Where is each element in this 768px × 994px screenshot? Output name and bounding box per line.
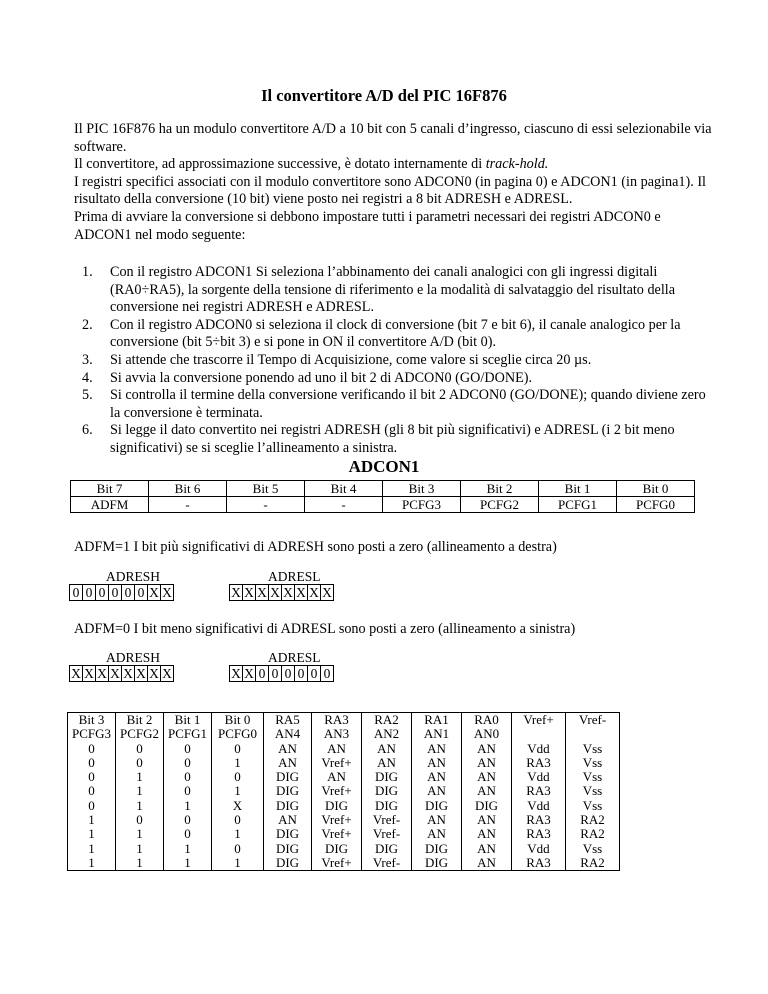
- bit-cell: X: [71, 665, 81, 681]
- bit-cell: X: [244, 665, 254, 681]
- cell-value: AN: [477, 826, 496, 842]
- cell-value: 0: [88, 797, 95, 813]
- bit-cell: 0: [135, 585, 148, 601]
- bit-cell: 0: [122, 585, 135, 601]
- cell-value: Vss: [582, 754, 603, 770]
- adcon1-bit-name-row: [71, 497, 695, 513]
- bit-cell: X: [231, 665, 241, 681]
- cell-value: DIG: [275, 840, 300, 856]
- cell-value: Vref+: [321, 783, 352, 799]
- cell-value: AN: [477, 854, 496, 870]
- bit-cell: X: [162, 665, 172, 681]
- bit-cell: X: [136, 665, 146, 681]
- cell-value: 1: [136, 840, 143, 856]
- cell-value: Vss: [582, 797, 603, 813]
- cell-value: 0: [88, 769, 95, 785]
- bit-cell: X: [110, 665, 120, 681]
- cell-value: 0: [136, 740, 143, 756]
- step-number: 1.: [82, 264, 93, 280]
- cell-value: DIG: [275, 854, 300, 870]
- pcfg-column: [68, 713, 116, 871]
- adfm0-note: ADFM=0 I bit meno significativi di ADRESL sono posti a zero (allineamento a sinistra): [74, 621, 576, 637]
- cell-value: 0: [234, 812, 241, 828]
- adcon1-register-table: [70, 480, 695, 513]
- cell-value: AN: [427, 812, 446, 828]
- step-text: Si legge il dato convertito nei registri ADRESH (gli 8 bit più significativi) e ADRESL (i 2 bit meno significativi) se si sceglie l’allineamento a sinistra.: [110, 422, 675, 456]
- pcfg-column: [412, 713, 462, 871]
- bit-cell: X: [162, 584, 172, 600]
- pcfg-column: [462, 713, 512, 871]
- step-item: [74, 387, 714, 422]
- cell-value: DIG: [374, 783, 399, 799]
- cell-value: AN: [477, 754, 496, 770]
- bit-cell: X: [123, 665, 133, 681]
- bit-cell: 0: [83, 585, 96, 601]
- pcfg-config-table: [67, 712, 620, 871]
- cell-value: 1: [234, 826, 241, 842]
- step-text: Con il registro ADCON1 Si seleziona l’abbinamento dei canali analogici con gli ingressi digitali (RA0÷RA5), la sorgente della tensione di riferimento e la modalità di salvataggio del risultato della conversione nei registri ADRESH e ADRESL.: [110, 264, 676, 316]
- cell-value: Vref-: [372, 812, 401, 828]
- header-line: RA1: [424, 712, 449, 727]
- bit-cell: 0: [256, 666, 269, 682]
- step-item: [74, 352, 714, 370]
- bit-cell: X: [244, 584, 254, 600]
- pcfg-column: [212, 713, 264, 871]
- cell-value: 1: [234, 854, 241, 870]
- intro-text: [74, 121, 714, 244]
- header-line: RA5: [275, 712, 300, 727]
- cell-value: Vdd: [527, 769, 550, 785]
- bit-cell: X: [257, 584, 267, 600]
- cell-value: Vdd: [527, 740, 550, 756]
- header-line: AN3: [323, 726, 350, 742]
- pcfg-column: [312, 713, 362, 871]
- header-line: Bit 3: [78, 712, 105, 727]
- pcfg-column: [362, 713, 412, 871]
- bit-name-cell: -: [305, 497, 383, 513]
- cell-value: X: [232, 797, 243, 813]
- cell-value: AN: [377, 740, 396, 756]
- cell-value: DIG: [424, 840, 449, 856]
- bit-cell: 0: [295, 666, 308, 682]
- cell-value: 1: [88, 812, 95, 828]
- cell-value: RA2: [580, 826, 605, 842]
- cell-value: AN: [477, 783, 496, 799]
- header-line: AN4: [274, 726, 301, 742]
- cell-value: RA3: [526, 854, 551, 870]
- cell-value: 0: [184, 783, 191, 799]
- cell-value: Vref-: [372, 826, 401, 842]
- cell-value: 1: [136, 797, 143, 813]
- cell-value: 0: [234, 740, 241, 756]
- pcfg-column: [566, 713, 620, 871]
- bit-cell: 0: [282, 666, 295, 682]
- header-line: [512, 727, 565, 741]
- cell-value: 1: [184, 854, 191, 870]
- bit-label-cell: Bit 3: [383, 481, 461, 497]
- header-line: Vref+: [523, 712, 554, 727]
- cell-value: 1: [234, 754, 241, 770]
- cell-value: AN: [477, 740, 496, 756]
- cell-value: DIG: [275, 826, 300, 842]
- adfm1-adresl-label: ADRESL: [268, 569, 321, 584]
- cell-value: AN: [377, 754, 396, 770]
- bit-cell: X: [231, 584, 241, 600]
- cell-value: RA3: [526, 826, 551, 842]
- bit-cell: 0: [321, 666, 334, 682]
- bit-cell: X: [149, 665, 159, 681]
- header-line: Bit 0: [224, 712, 251, 727]
- bit-cell: X: [84, 665, 94, 681]
- bit-name-cell: PCFG0: [617, 497, 695, 513]
- cell-value: 0: [136, 754, 143, 770]
- header-line: AN1: [423, 726, 450, 742]
- cell-value: DIG: [374, 840, 399, 856]
- adcon1-title: ADCON1: [348, 457, 420, 476]
- bit-name-cell: PCFG2: [461, 497, 539, 513]
- intro-paragraph-1: Il PIC 16F876 ha un modulo convertitore A/D a 10 bit con 5 canali d’ingresso, ciascuno di essi selezionabile via software.: [74, 121, 712, 155]
- cell-value: RA2: [580, 854, 605, 870]
- bit-cell: X: [296, 584, 306, 600]
- header-line: RA3: [324, 712, 349, 727]
- header-line: Bit 2: [126, 712, 153, 727]
- cell-value: DIG: [275, 783, 300, 799]
- cell-value: Vref+: [321, 754, 352, 770]
- header-line: [566, 727, 619, 741]
- header-line: AN0: [473, 726, 500, 742]
- procedure-steps: [74, 264, 714, 458]
- cell-value: Vref-: [372, 854, 401, 870]
- header-line: Vref-: [578, 712, 607, 727]
- cell-value: AN: [278, 740, 297, 756]
- adfm0-adresl-label: ADRESL: [268, 650, 321, 665]
- step-item: [74, 317, 714, 352]
- cell-value: AN: [278, 754, 297, 770]
- cell-value: AN: [427, 769, 446, 785]
- cell-value: 0: [234, 769, 241, 785]
- document-title: Il convertitore A/D del PIC 16F876: [261, 86, 507, 105]
- intro-paragraph-2-text: Il convertitore, ad approssimazione successive, è dotato internamente di: [74, 156, 483, 173]
- step-text: Si attende che trascorre il Tempo di Acquisizione, come valore si sceglie circa 20 µs.: [110, 351, 592, 368]
- cell-value: DIG: [424, 797, 449, 813]
- step-item: [74, 370, 714, 388]
- pcfg-column: [116, 713, 164, 871]
- cell-value: AN: [427, 783, 446, 799]
- cell-value: 0: [184, 740, 191, 756]
- intro-paragraph-4: Prima di avviare la conversione si debbono impostare tutti i parametri necessari dei registri ADCON0 e ADCON1 nel modo seguente:: [74, 208, 661, 243]
- cell-value: DIG: [275, 769, 300, 785]
- pcfg-column: [164, 713, 212, 871]
- cell-value: RA2: [580, 812, 605, 828]
- cell-value: 1: [136, 769, 143, 785]
- pcfg-table-row: [68, 713, 620, 871]
- cell-value: 1: [88, 840, 95, 856]
- track-hold-term: track-hold.: [485, 156, 549, 173]
- cell-value: 1: [136, 854, 143, 870]
- intro-paragraph-3: I registri specifici associati con il modulo convertitore sono ADCON0 (in pagina 0) e ADCON1 (in pagina1). Il risultato della conversione (10 bit) viene posto nei registri a 8 bit ADRESH e ADRESL.: [74, 173, 706, 208]
- cell-value: AN: [477, 840, 496, 856]
- cell-value: Vss: [582, 769, 603, 785]
- bit-label-cell: Bit 1: [539, 481, 617, 497]
- cell-value: RA3: [526, 754, 551, 770]
- bit-label-cell: Bit 4: [305, 481, 383, 497]
- bit-cell: X: [97, 665, 107, 681]
- cell-value: 0: [184, 754, 191, 770]
- adcon1-bit-label-row: [71, 481, 695, 497]
- pcfg-column: [264, 713, 312, 871]
- cell-value: 1: [234, 783, 241, 799]
- cell-value: 0: [88, 783, 95, 799]
- cell-value: Vref+: [321, 826, 352, 842]
- adfm1-adresh-bits: [69, 584, 174, 601]
- header-line: PCFG3: [71, 726, 112, 742]
- adfm1-note: ADFM=1 I bit più significativi di ADRESH sono posti a zero (allineamento a destra): [74, 539, 557, 555]
- bit-cell: 0: [269, 666, 282, 682]
- header-line: AN2: [373, 726, 400, 742]
- header-line: PCFG0: [217, 726, 258, 742]
- cell-value: Vss: [582, 783, 603, 799]
- bit-cell: X: [322, 584, 332, 600]
- bit-name-cell: PCFG3: [383, 497, 461, 513]
- bit-name-cell: -: [227, 497, 305, 513]
- step-number: 5.: [82, 387, 93, 404]
- cell-value: Vref+: [321, 812, 352, 828]
- cell-value: AN: [427, 740, 446, 756]
- bit-cell: 0: [70, 585, 83, 601]
- bit-cell: 0: [308, 666, 321, 682]
- cell-value: Vdd: [527, 797, 550, 813]
- cell-value: AN: [477, 769, 496, 785]
- cell-value: AN: [278, 812, 297, 828]
- bit-name-cell: PCFG1: [539, 497, 617, 513]
- cell-value: DIG: [324, 840, 349, 856]
- step-text: Con il registro ADCON0 si seleziona il clock di conversione (bit 7 e bit 6), il canale analogico per la conversione (bit 5÷bit 3) e si pone in ON il convertitore A/D (bit 0).: [110, 316, 681, 351]
- step-number: 4.: [82, 369, 93, 386]
- bit-label-cell: Bit 6: [149, 481, 227, 497]
- cell-value: DIG: [275, 797, 300, 813]
- step-number: 6.: [82, 422, 93, 439]
- cell-value: 0: [184, 812, 191, 828]
- bit-cell: X: [283, 584, 293, 600]
- step-text: Si controlla il termine della conversione verificando il bit 2 ADCON0 (GO/DONE); quando diviene zero la conversione è terminata.: [110, 387, 706, 421]
- step-text: Si avvia la conversione ponendo ad uno il bit 2 di ADCON0 (GO/DONE).: [110, 369, 533, 386]
- header-line: PCFG2: [119, 726, 160, 742]
- bit-label-cell: Bit 2: [461, 481, 539, 497]
- step-number: 3.: [82, 351, 93, 368]
- bit-label-cell: Bit 5: [227, 481, 305, 497]
- bit-name-cell: ADFM: [71, 497, 149, 513]
- bit-cell: 0: [109, 585, 122, 601]
- cell-value: 0: [184, 826, 191, 842]
- bit-cell: X: [309, 584, 319, 600]
- cell-value: AN: [427, 754, 446, 770]
- adfm1-adresl-bits: [229, 584, 334, 601]
- cell-value: RA3: [526, 812, 551, 828]
- bit-label-cell: Bit 7: [71, 481, 149, 497]
- cell-value: DIG: [424, 854, 449, 870]
- cell-value: AN: [427, 826, 446, 842]
- header-line: RA2: [374, 712, 399, 727]
- cell-value: RA3: [526, 783, 551, 799]
- cell-value: 0: [234, 840, 241, 856]
- header-line: RA0: [474, 712, 499, 727]
- cell-value: Vss: [582, 740, 603, 756]
- adfm0-adresh-bits: [69, 665, 174, 682]
- cell-value: 1: [88, 826, 95, 842]
- bit-label-cell: Bit 0: [617, 481, 695, 497]
- bit-name-cell: -: [149, 497, 227, 513]
- intro-paragraph-2: [74, 156, 714, 174]
- cell-value: 1: [184, 797, 191, 813]
- bit-cell: 0: [96, 585, 109, 601]
- pcfg-column: [512, 713, 566, 871]
- cell-value: 1: [136, 826, 143, 842]
- cell-value: Vss: [582, 840, 603, 856]
- adfm1-adresh-label: ADRESH: [106, 569, 161, 584]
- cell-value: 1: [88, 854, 95, 870]
- cell-value: 0: [88, 740, 95, 756]
- adfm0-adresh-label: ADRESH: [106, 650, 161, 665]
- cell-value: DIG: [374, 769, 399, 785]
- cell-value: 0: [184, 769, 191, 785]
- cell-value: DIG: [374, 797, 399, 813]
- cell-value: 0: [136, 812, 143, 828]
- step-item: [74, 422, 714, 457]
- cell-value: AN: [327, 740, 346, 756]
- bit-cell: X: [149, 584, 159, 600]
- step-number: 2.: [82, 316, 93, 333]
- cell-value: 1: [184, 840, 191, 856]
- header-line: PCFG1: [167, 726, 208, 742]
- cell-value: Vref+: [321, 854, 352, 870]
- step-item: [74, 264, 714, 317]
- bit-cell: X: [270, 584, 280, 600]
- cell-value: DIG: [324, 797, 349, 813]
- cell-value: 1: [136, 783, 143, 799]
- adfm0-adresl-bits: [229, 665, 334, 682]
- cell-value: AN: [477, 812, 496, 828]
- cell-value: Vdd: [527, 840, 550, 856]
- header-line: Bit 1: [174, 712, 201, 727]
- cell-value: DIG: [474, 797, 499, 813]
- cell-value: AN: [327, 769, 346, 785]
- cell-value: 0: [88, 754, 95, 770]
